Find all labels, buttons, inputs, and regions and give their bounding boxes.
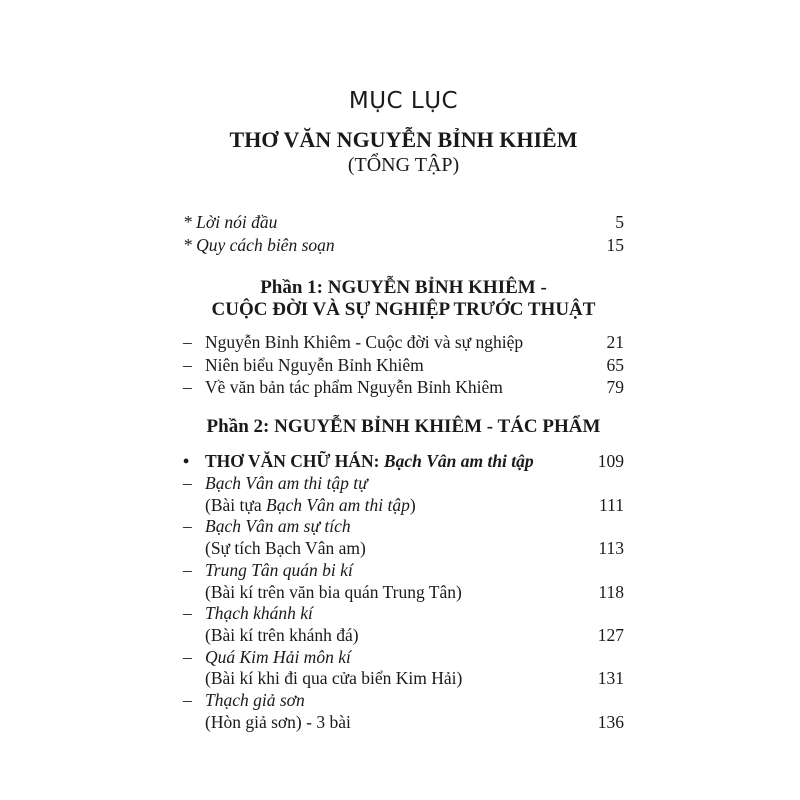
part2-heading: Phần 2: NGUYỄN BỈNH KHIÊM - TÁC PHẨM xyxy=(206,416,601,437)
toc-entry-description xyxy=(183,624,624,646)
entry-marker: * xyxy=(183,212,192,232)
toc-entry-description xyxy=(183,494,624,516)
section-label: THƠ VĂN CHỮ HÁN: xyxy=(205,451,380,471)
dash-marker: – xyxy=(183,377,192,397)
page-number: 65 xyxy=(606,354,624,375)
entry-title: Thạch khánh kí xyxy=(205,603,313,624)
entry-description: (Sự tích Bạch Vân am) xyxy=(205,538,366,559)
dash-marker: – xyxy=(183,603,192,624)
dash-marker: – xyxy=(183,646,192,667)
toc-entry-description xyxy=(183,711,624,733)
toc-entry xyxy=(183,331,624,353)
page-number: 5 xyxy=(615,212,624,232)
book-subtitle: (TỔNG TẬP) xyxy=(347,154,460,176)
entry-description: (Bài kí trên văn bia quán Trung Tân) xyxy=(205,581,462,602)
entry-title: Lời nói đầu xyxy=(196,212,278,232)
dash-marker: – xyxy=(183,354,192,375)
toc-entry-title xyxy=(183,559,624,581)
toc-entry-description xyxy=(183,667,624,689)
page-number: 15 xyxy=(606,235,624,255)
entry-title: Trung Tân quán bi kí xyxy=(205,559,353,580)
page-number: 111 xyxy=(599,494,624,515)
toc-entry-description xyxy=(183,581,624,603)
toc-entry xyxy=(183,211,624,233)
page-number: 127 xyxy=(597,624,624,645)
toc-entry-title xyxy=(183,472,624,494)
entry-title: Bạch Vân am sự tích xyxy=(205,516,351,537)
page-number: 79 xyxy=(606,377,624,397)
toc-entry-description xyxy=(183,537,624,559)
section-title: Bạch Vân am thi tập xyxy=(383,451,534,471)
page-number: 21 xyxy=(606,332,624,352)
entry-description: (Bài kí khi đi qua cửa biển Kim Hải) xyxy=(205,668,463,689)
entry-description-italic: Bạch Vân am thi tập xyxy=(266,494,410,515)
entry-title: Nguyễn Bỉnh Khiêm - Cuộc đời và sự nghiệp xyxy=(205,332,524,352)
dash-marker: – xyxy=(183,473,192,493)
page-number: 109 xyxy=(597,451,624,471)
part1-heading-line2: CUỘC ĐỜI VÀ SỰ NGHIỆP TRƯỚC THUẬT xyxy=(211,299,596,320)
toc-entry-title xyxy=(183,515,624,537)
entry-title: Thạch giả sơn xyxy=(205,690,305,710)
toc-entry xyxy=(183,354,624,376)
dash-marker: – xyxy=(183,690,192,710)
dash-marker: – xyxy=(183,516,192,537)
page-number: 136 xyxy=(597,711,624,732)
toc-entry xyxy=(183,234,624,256)
part1-heading-line1: Phần 1: NGUYỄN BỈNH KHIÊM - xyxy=(260,277,547,298)
entry-description: (Bài kí trên khánh đá) xyxy=(205,624,359,645)
entry-description: (Hòn giả sơn) - 3 bài xyxy=(205,711,351,732)
dash-marker: – xyxy=(183,332,192,352)
entry-marker: * xyxy=(183,235,192,255)
page-number: 118 xyxy=(598,581,624,602)
toc-entry-title xyxy=(183,646,624,668)
page-title: MỤC LỤC xyxy=(348,88,459,114)
toc-entry-title xyxy=(183,602,624,624)
toc-entry-title xyxy=(183,689,624,711)
section-entry xyxy=(183,450,624,472)
entry-description-end: ) xyxy=(409,494,416,515)
entry-title: Quá Kim Hải môn kí xyxy=(205,646,351,667)
book-title: THƠ VĂN NGUYỄN BỈNH KHIÊM xyxy=(229,127,578,152)
dash-marker: – xyxy=(183,559,192,580)
entry-title: Quy cách biên soạn xyxy=(196,235,335,255)
entry-description: (Bài tựa xyxy=(205,494,266,515)
entry-title: Về văn bản tác phẩm Nguyễn Bỉnh Khiêm xyxy=(205,377,503,397)
entry-title: Bạch Vân am thi tập tự xyxy=(205,473,368,493)
page-number: 131 xyxy=(597,668,624,689)
entry-title: Niên biểu Nguyễn Bỉnh Khiêm xyxy=(205,354,424,375)
page-number: 113 xyxy=(598,538,624,559)
bullet-marker: • xyxy=(183,451,190,471)
toc-entry xyxy=(183,376,624,398)
